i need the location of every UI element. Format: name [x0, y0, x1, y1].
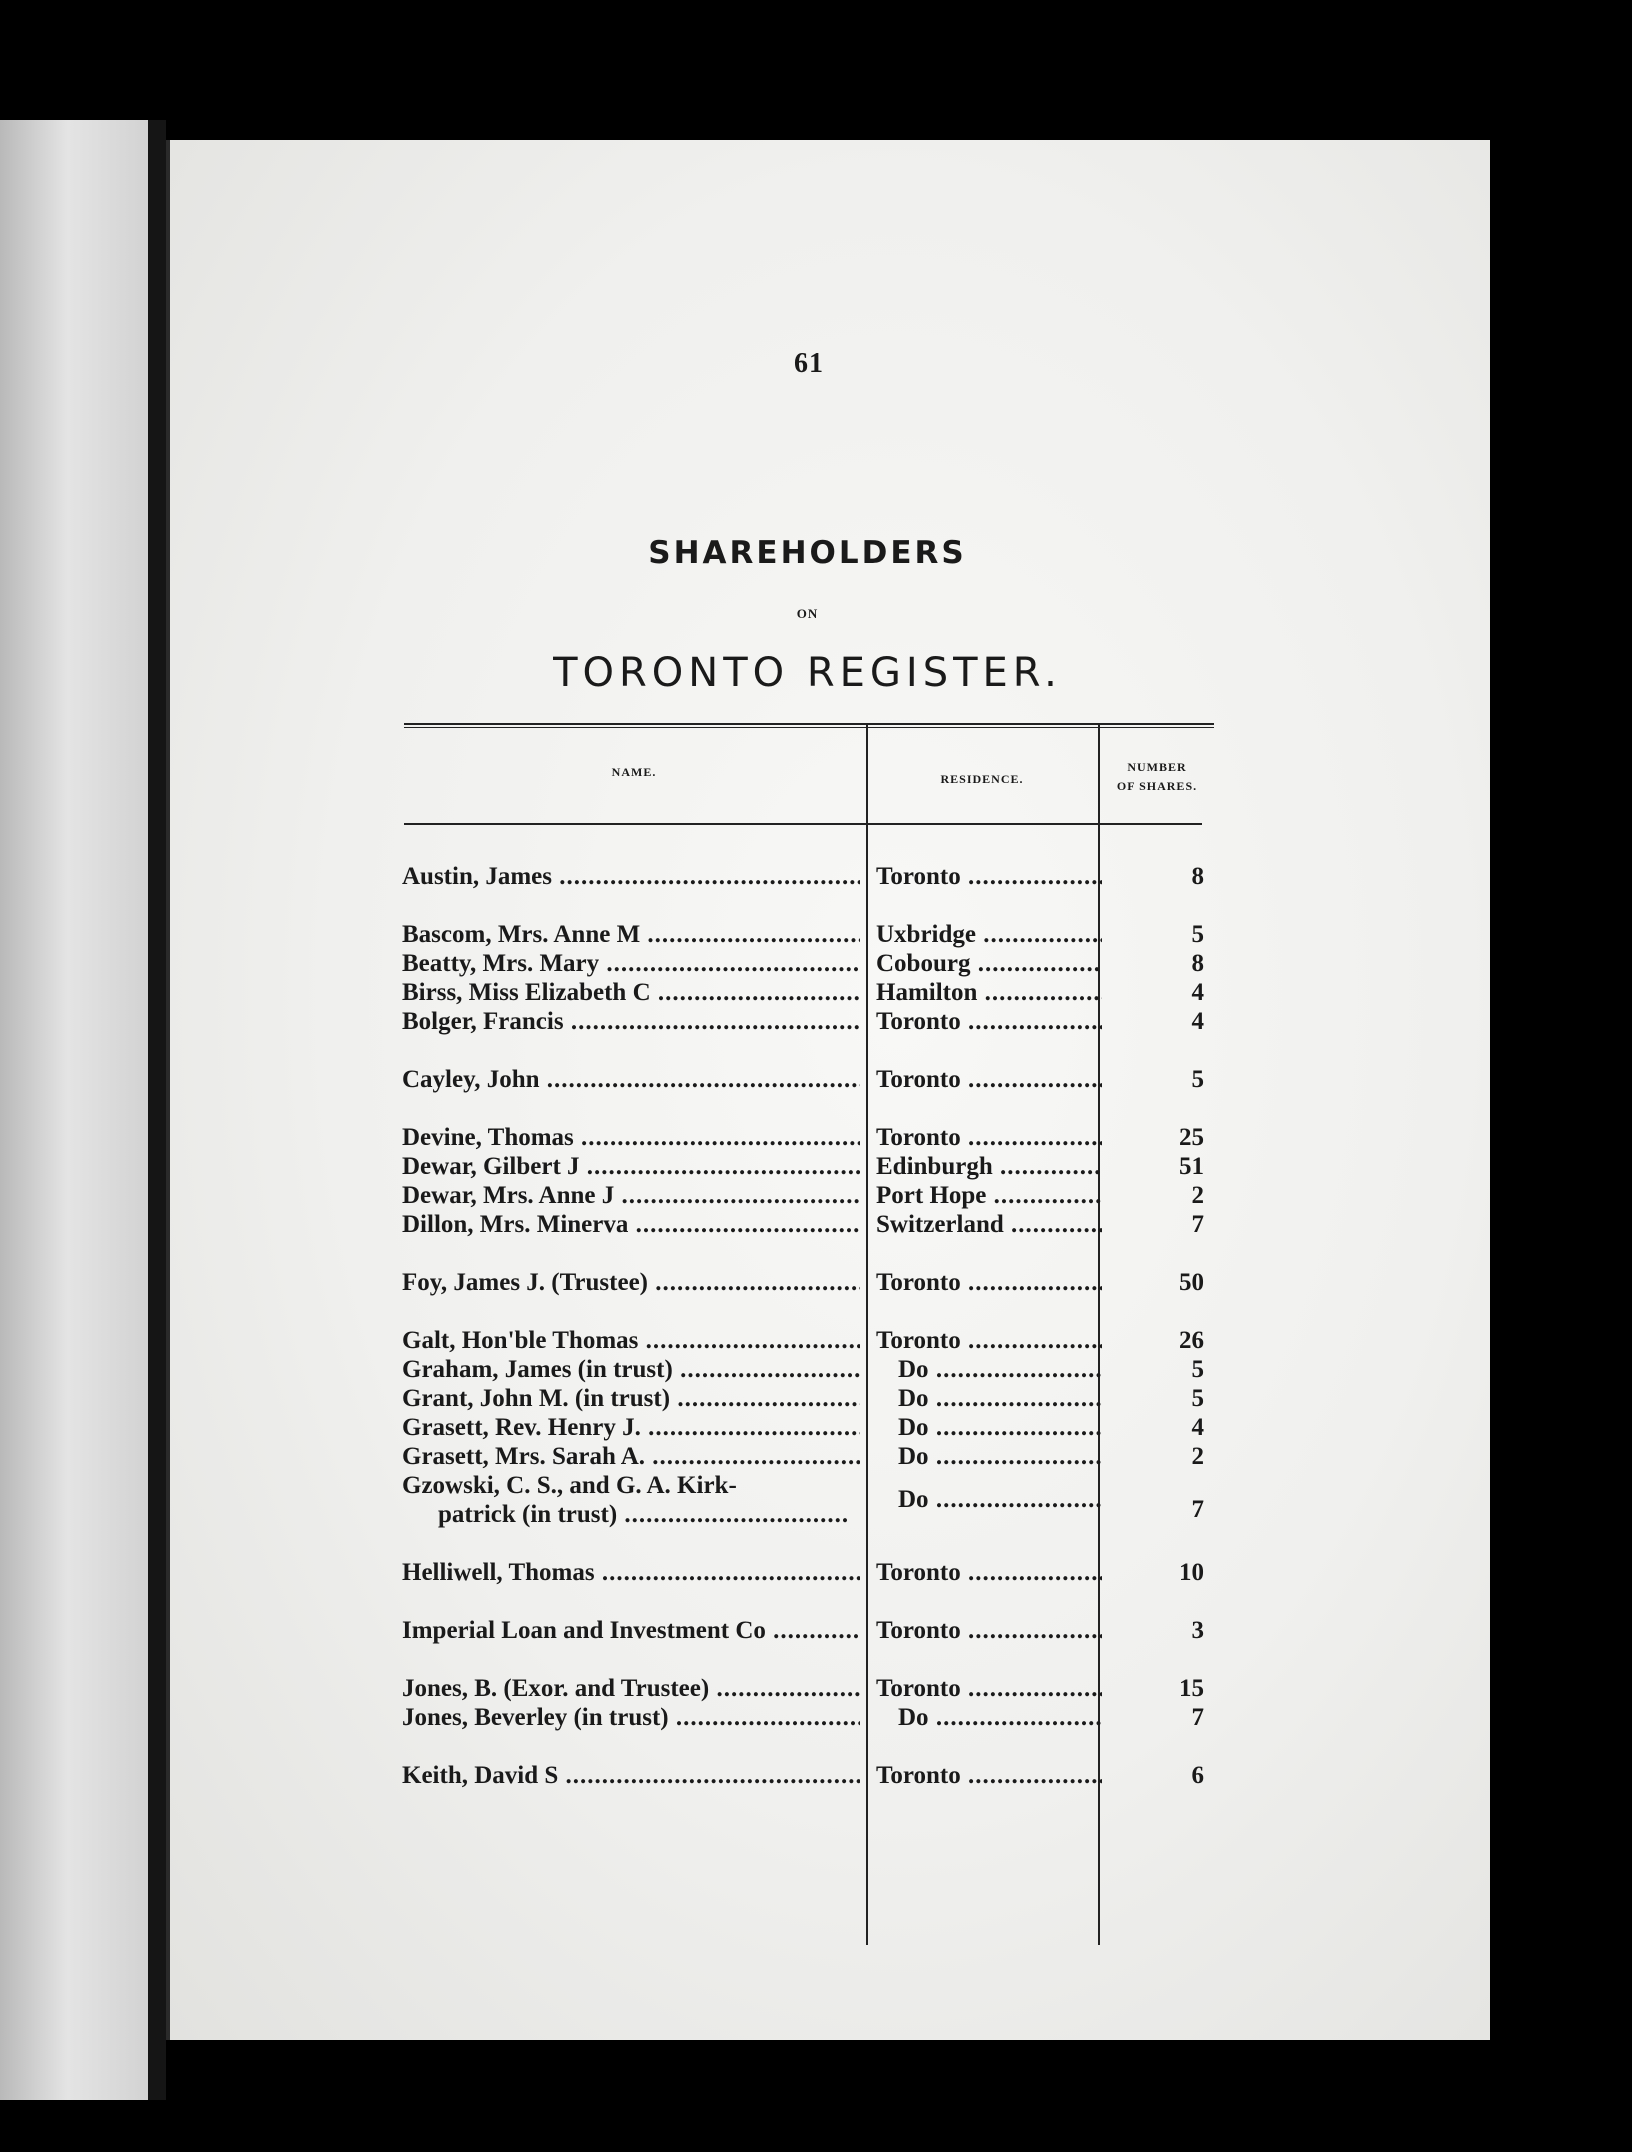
- shares: 26: [1179, 1327, 1204, 1354]
- shareholder-name: Bolger, Francis .....: [402, 1007, 860, 1037]
- shareholder-name: Grant, John M. (in trust) .....: [402, 1384, 860, 1414]
- shareholder-name: Jones, Beverley (in trust) .....: [402, 1703, 860, 1733]
- shares: 7: [1191, 1211, 1204, 1238]
- shares: 15: [1179, 1675, 1204, 1702]
- residence: Toronto .....: [876, 1268, 1102, 1298]
- table-top-rule-thin: [404, 727, 1214, 728]
- shares: 2: [1191, 1443, 1204, 1470]
- shareholder-name: Grasett, Mrs. Sarah A. .....: [402, 1442, 860, 1472]
- page-number: 61: [794, 348, 824, 379]
- shareholder-name: Cayley, John .....: [402, 1065, 860, 1095]
- column-divider-name-residence: [866, 725, 868, 1945]
- shares: 10: [1179, 1559, 1204, 1586]
- shareholder-name: Grasett, Rev. Henry J. .....: [402, 1413, 860, 1443]
- shareholder-name: Galt, Hon'ble Thomas .....: [402, 1326, 860, 1356]
- header-shares-line2: OF SHARES.: [1116, 779, 1198, 793]
- shareholder-name: Bascom, Mrs. Anne M .....: [402, 920, 860, 950]
- header-name: NAME.: [611, 765, 657, 779]
- shareholder-name: Imperial Loan and Investment Co .....: [402, 1616, 860, 1646]
- shares: 7: [1191, 1496, 1204, 1523]
- shareholder-name: Birss, Miss Elizabeth C .....: [402, 978, 860, 1008]
- residence: Toronto .....: [876, 1326, 1102, 1356]
- shares: 3: [1191, 1617, 1204, 1644]
- residence: Toronto .....: [876, 1761, 1102, 1791]
- header-shares-line1: NUMBER: [1127, 760, 1187, 774]
- shares: 7: [1191, 1704, 1204, 1731]
- title-shareholders: SHAREHOLDERS: [648, 535, 967, 571]
- shares: 4: [1191, 1008, 1204, 1035]
- residence: Toronto .....: [876, 1065, 1102, 1095]
- residence: Do .....: [876, 1384, 1102, 1414]
- residence: Toronto .....: [876, 1616, 1102, 1646]
- shareholder-name: Gzowski, C. S., and G. A. Kirk-: [402, 1472, 737, 1499]
- residence: Do .....: [876, 1355, 1102, 1385]
- shareholder-name: Helliwell, Thomas .....: [402, 1558, 860, 1588]
- shares: 5: [1191, 1066, 1204, 1093]
- residence: Do .....: [876, 1413, 1102, 1443]
- shares: 5: [1191, 921, 1204, 948]
- shareholder-name: Foy, James J. (Trustee) .....: [402, 1268, 860, 1298]
- shareholder-name: Graham, James (in trust) .....: [402, 1355, 860, 1385]
- residence: Do .....: [876, 1442, 1102, 1472]
- shares: 8: [1191, 863, 1204, 890]
- shares: 5: [1191, 1385, 1204, 1412]
- shareholder-name-continuation: patrick (in trust) .....: [438, 1500, 850, 1530]
- residence: Toronto .....: [876, 862, 1102, 892]
- book-spine: [148, 120, 166, 2100]
- shares: 51: [1179, 1153, 1204, 1180]
- residence: Cobourg .....: [876, 949, 1102, 979]
- table-top-rule: [404, 723, 1214, 725]
- header-bottom-rule: [404, 823, 1202, 825]
- residence: Uxbridge .....: [876, 920, 1102, 950]
- shares: 8: [1191, 950, 1204, 977]
- shares: 50: [1179, 1269, 1204, 1296]
- residence: Switzerland .....: [876, 1210, 1102, 1240]
- title-on: ON: [796, 606, 819, 621]
- left-facing-page: [0, 120, 150, 2100]
- shares: 4: [1191, 979, 1204, 1006]
- residence: Edinburgh .....: [876, 1152, 1102, 1182]
- header-number-of-shares: [1100, 758, 1214, 796]
- residence: Do .....: [876, 1485, 1102, 1515]
- residence: Toronto .....: [876, 1674, 1102, 1704]
- residence: Toronto .....: [876, 1007, 1102, 1037]
- shareholder-name: Keith, David S .....: [402, 1761, 860, 1791]
- shareholder-name: Beatty, Mrs. Mary .....: [402, 949, 860, 979]
- shareholder-name: Austin, James .....: [402, 862, 860, 892]
- shareholder-name: Devine, Thomas .....: [402, 1123, 860, 1153]
- shareholder-name: Jones, B. (Exor. and Trustee) .....: [402, 1674, 860, 1704]
- shareholder-name: Dewar, Mrs. Anne J .....: [402, 1181, 860, 1211]
- title-toronto-register: TORONTO REGISTER.: [553, 650, 1062, 696]
- shares: 25: [1179, 1124, 1204, 1151]
- shareholder-name: Dillon, Mrs. Minerva .....: [402, 1210, 860, 1240]
- shares: 4: [1191, 1414, 1204, 1441]
- shareholder-name: Dewar, Gilbert J .....: [402, 1152, 860, 1182]
- shares: 2: [1191, 1182, 1204, 1209]
- shares: 6: [1191, 1762, 1204, 1789]
- header-residence: RESIDENCE.: [940, 772, 1024, 786]
- residence: Do .....: [876, 1703, 1102, 1733]
- residence: Port Hope .....: [876, 1181, 1102, 1211]
- residence: Hamilton .....: [876, 978, 1102, 1008]
- residence: Toronto .....: [876, 1123, 1102, 1153]
- document-page: [166, 140, 1490, 2040]
- residence: Toronto .....: [876, 1558, 1102, 1588]
- shares: 5: [1191, 1356, 1204, 1383]
